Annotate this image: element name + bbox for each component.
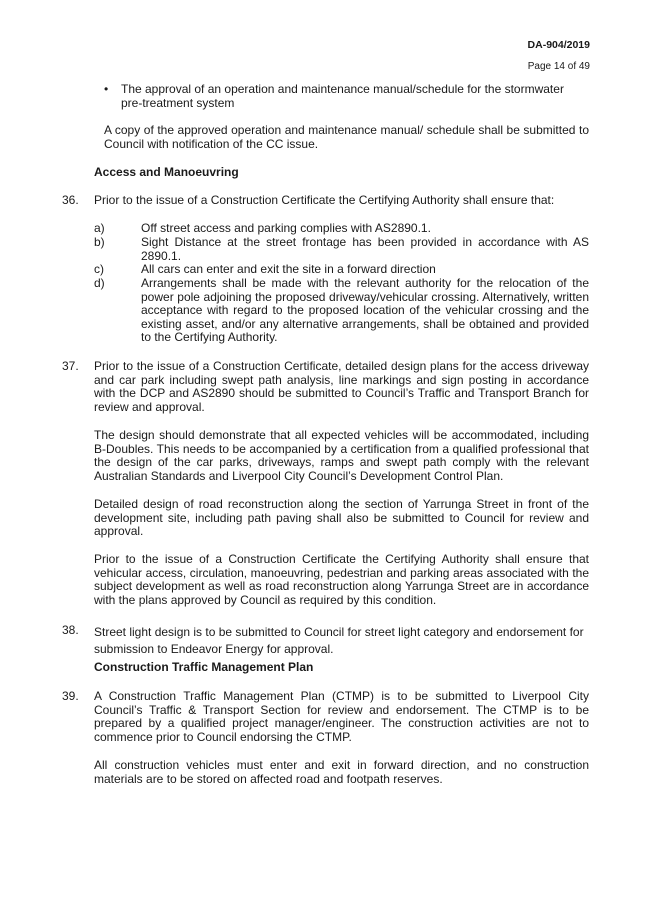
bullet-symbol: • <box>104 82 109 96</box>
condition-number-38: 38. <box>62 623 79 637</box>
condition-37-paragraph-1: Prior to the issue of a Construction Certificate, detailed design plans for the access driveway and car park including swept path analysis, line markings and sign posting in accordance with the DCP and AS2890 should be submitted to Council’s Traffic and Transport Branch for review and approval. <box>94 359 589 414</box>
list-item-text-d: Arrangements shall be made with the relevant authority for the relocation of the power pole adjoining the proposed driveway/vehicular crossing. Alternatively, written acceptance with regard to the proposed location of the vehicular crossing and the existing asset, and/or any alternative arrangements, shall be obtained and provided to the Certifying Authority. <box>141 276 589 345</box>
list-item-label-d: d) <box>94 276 105 290</box>
bullet-text: The approval of an operation and maintenance manual/schedule for the stormwater pre-treatment system <box>121 82 564 110</box>
list-item-label-b: b) <box>94 235 105 249</box>
list-item-text-b: Sight Distance at the street frontage has been provided in accordance with AS 2890.1. <box>141 235 589 263</box>
condition-37-paragraph-4: Prior to the issue of a Construction Certificate the Certifying Authority shall ensure that vehicular access, circulation, manoeuvring, pedestrian and parking areas associated with the subject development as well as road reconstruction along Yarrunga Street are in accordance with the plans approved by Council as required by this condition. <box>94 552 589 607</box>
condition-37-paragraph-3: Detailed design of road reconstruction along the section of Yarrunga Street in front of the development site, including path paving shall also be submitted to Council for review and approval. <box>94 497 589 539</box>
list-item-label-c: c) <box>94 262 104 276</box>
condition-39-paragraph-2: All construction vehicles must enter and exit in forward direction, and no construction materials are to be stored on affected road and footpath reserves. <box>94 758 589 786</box>
list-item-text-a: Off street access and parking complies with AS2890.1. <box>141 221 431 235</box>
condition-39-paragraph-1: A Construction Traffic Management Plan (CTMP) is to be submitted to Liverpool City Council’s Traffic & Transport Section for review and endorsement. The CTMP is to be prepared by a qualified project manager/engineer. The construction activities are not to commence prior to Council endorsing the CTMP. <box>94 689 589 744</box>
copy-note-paragraph: A copy of the approved operation and maintenance manual/ schedule shall be submitted to Council with notification of the CC issue. <box>104 123 589 151</box>
condition-37-paragraph-2: The design should demonstrate that all expected vehicles will be accommodated, including B-Doubles. This needs to be accompanied by a certification from a qualified professional that the design of the car parks, driveways, ramps and swept path comply with the relevant Australian Standards and Liverpool City Council’s Development Control Plan. <box>94 428 589 483</box>
condition-number-39: 39. <box>62 689 79 703</box>
condition-38-text: Street light design is to be submitted to Council for street light category and endorsement for submission to Endeavor Energy for approval. <box>94 625 584 656</box>
section-heading-access: Access and Manoeuvring <box>94 165 239 179</box>
section-heading-ctmp: Construction Traffic Management Plan <box>94 660 314 674</box>
document-reference: DA-904/2019 <box>527 39 590 51</box>
condition-36-intro: Prior to the issue of a Construction Certificate the Certifying Authority shall ensure that: <box>94 193 555 207</box>
list-item-text-c: All cars can enter and exit the site in a forward direction <box>141 262 436 276</box>
condition-number-37: 37. <box>62 359 79 373</box>
page-number: Page 14 of 49 <box>527 61 590 72</box>
condition-number-36: 36. <box>62 193 79 207</box>
list-item-label-a: a) <box>94 221 105 235</box>
